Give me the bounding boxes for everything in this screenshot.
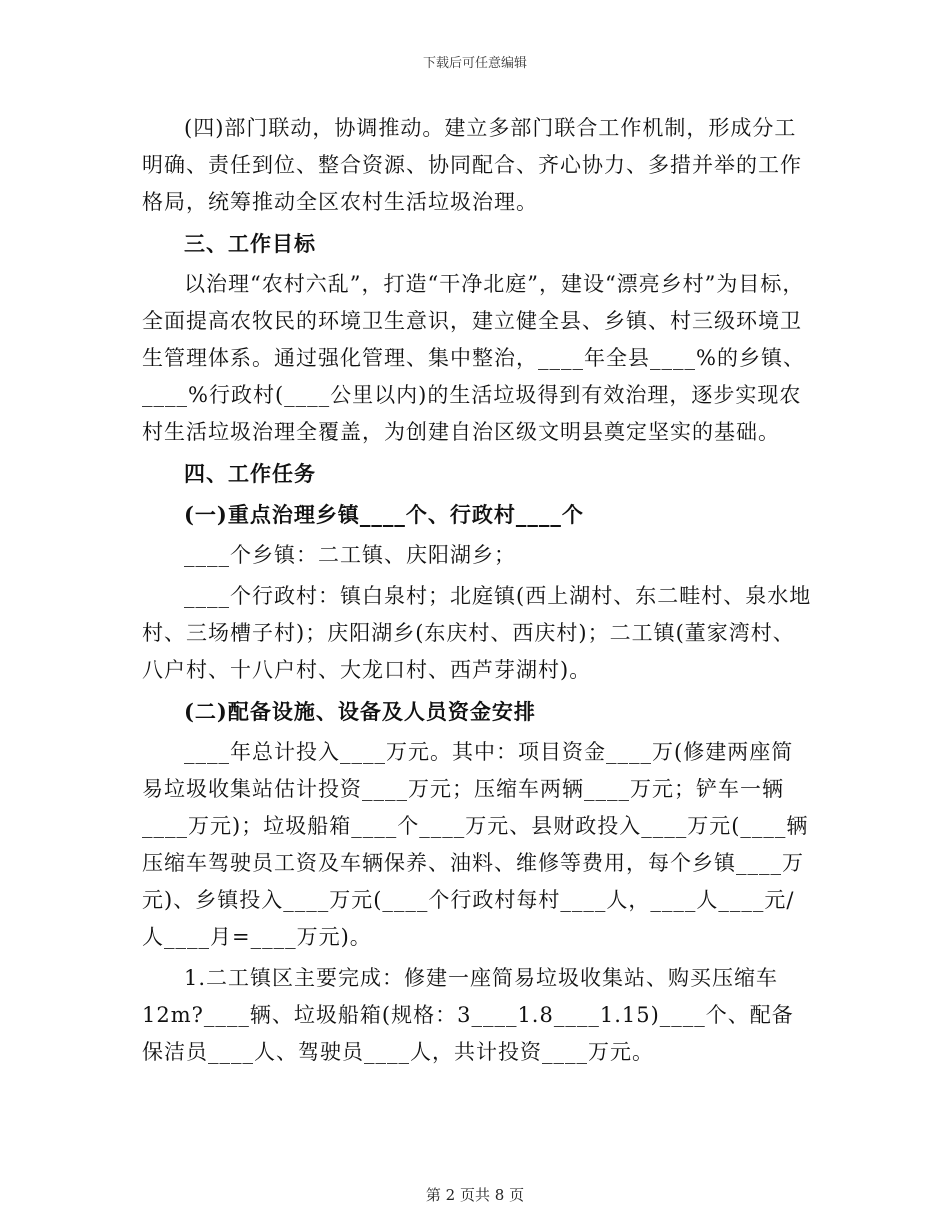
paragraph-villages-list: ____个行政村：镇白泉村；北庭镇(西上湖村、东二畦村、泉水地村、三场槽子村)；庆阳湖乡(东庆村、西庆村)；二工镇(董家湾村、八户村、十八户村、大龙口村、西芦芽湖村)。 [142,584,812,682]
paragraph-work-goals: 以治理“农村六乱”，打造“干净北庭”，建设“漂亮乡村”为目标，全面提高农牧民的环境卫生意识，建立健全县、乡镇、村三级环境卫生管理体系。通过强化管理、集中整治，____年全县____%的乡镇、____%行政村(____公里以内)的生活垃圾得到有效治理，逐步实现农村生活垃圾治理全覆盖，为创建自治区级文明县奠定坚实的基础。 [142,272,805,444]
paragraph-funding-details: ____年总计投入____万元。其中：项目资金____万(修建两座简易垃圾收集站估计投资____万元；压缩车两辆____万元；铲车一辆____万元)；垃圾船箱____个____万元、县财政投入____万元(____辆压缩车驾驶员工资及车辆保养、油料、维修等费用，每个乡镇____万元)、乡镇投入____万元(____个行政村每村____人，____人____元/人____月=____万元)。 [142,740,809,949]
page-footer-number: 第 2 页共 8 页 [425,1186,525,1204]
paragraph-ergong-town-tasks: 1.二工镇区主要完成：修建一座简易垃圾收集站、购买压缩车12m?____辆、垃圾船箱(规格：3____1.8____1.15)____个、配备保洁员____人、驾驶员____人，共计投资____万元。 [142,966,794,1064]
paragraph-towns-list: ____个乡镇：二工镇、庆阳湖乡； [184,543,516,567]
paragraph-department-coordination: (四)部门联动，协调推动。建立多部门联合工作机制，形成分工明确、责任到位、整合资源、协同配合、齐心协力、多措并举的工作格局，统筹推动全区农村生活垃圾治理。 [142,116,802,214]
section-heading-work-tasks: 四、工作任务 [184,461,316,486]
section-heading-work-goals: 三、工作目标 [184,231,316,256]
page-header-note: 下载后可任意编辑 [422,56,527,71]
subheading-key-towns-villages: (一)重点治理乡镇____个、行政村____个 [184,502,584,527]
subheading-facilities-funding: (二)配备设施、设备及人员资金安排 [184,699,536,724]
document-body [142,110,814,1075]
